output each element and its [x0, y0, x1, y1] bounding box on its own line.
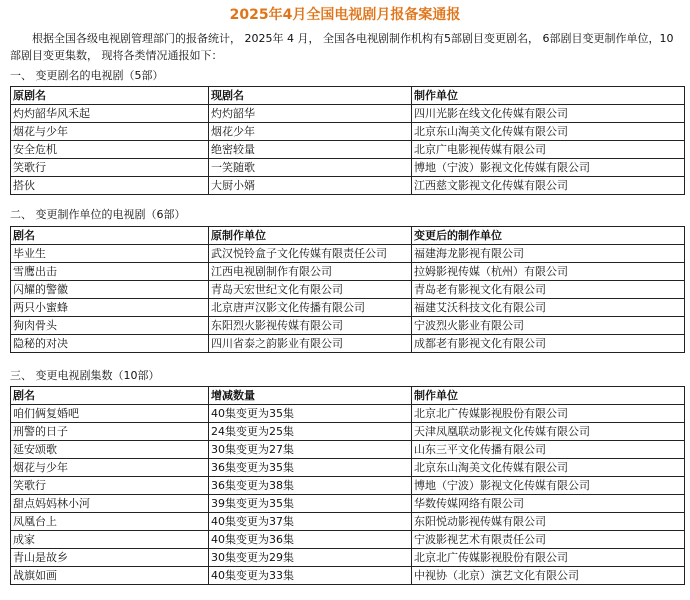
table-cell: 甜点妈妈林小河 — [11, 495, 209, 513]
table-cell: 现剧名 — [209, 87, 412, 105]
table-row — [11, 263, 685, 281]
table-cell: 30集变更为27集 — [209, 441, 412, 459]
episode-change-table — [10, 386, 685, 585]
table-cell: 36集变更为38集 — [209, 477, 412, 495]
section2-heading: 二、 变更制作单位的电视剧（6部） — [10, 208, 186, 221]
table-cell: 四川光影在线文化传媒有限公司 — [412, 105, 685, 123]
table-cell: 北京广电影视传媒有限公司 — [412, 141, 685, 159]
table-cell: 变更后的制作单位 — [412, 227, 685, 245]
table-cell: 青山是故乡 — [11, 549, 209, 567]
table-row — [11, 317, 685, 335]
table-cell: 成家 — [11, 531, 209, 549]
table-cell: 笑歌行 — [11, 159, 209, 177]
table-cell: 一笑随歌 — [209, 159, 412, 177]
table-cell: 搭伙 — [11, 177, 209, 195]
table-cell: 雪鹰出击 — [11, 263, 209, 281]
table-cell: 北京北广传媒影视股份有限公司 — [412, 549, 685, 567]
table-cell: 笑歌行 — [11, 477, 209, 495]
table-row — [11, 459, 685, 477]
table-cell: 延安颂歌 — [11, 441, 209, 459]
table-cell: 原剧名 — [11, 87, 209, 105]
table-cell: 毕业生 — [11, 245, 209, 263]
table-cell: 宁波影视艺术有限责任公司 — [412, 531, 685, 549]
table-cell: 36集变更为35集 — [209, 459, 412, 477]
table-cell: 北京唐声汉影文化传播有限公司 — [209, 299, 412, 317]
table-cell: 东阳悦动影视传媒有限公司 — [412, 513, 685, 531]
table-row — [11, 335, 685, 353]
table-cell: 北京北广传媒影视股份有限公司 — [412, 405, 685, 423]
table-cell: 咱们俩复婚吧 — [11, 405, 209, 423]
table-cell: 闪耀的警徽 — [11, 281, 209, 299]
table-row — [11, 513, 685, 531]
table-cell: 凤凰台上 — [11, 513, 209, 531]
table-cell: 绝密较量 — [209, 141, 412, 159]
table-row — [11, 495, 685, 513]
table-cell: 烟花少年 — [209, 123, 412, 141]
table-cell: 原制作单位 — [209, 227, 412, 245]
table-cell: 灼灼韶华 — [209, 105, 412, 123]
table-cell: 武汉悦铃盒子文化传媒有限责任公司 — [209, 245, 412, 263]
table-row — [11, 105, 685, 123]
table-cell: 成都老有影视文化有限公司 — [412, 335, 685, 353]
table-cell: 制作单位 — [412, 87, 685, 105]
table-cell: 剧名 — [11, 227, 209, 245]
table-cell: 博地（宁波）影视文化传媒有限公司 — [412, 159, 685, 177]
table-cell: 福建艾沃科技文化有限公司 — [412, 299, 685, 317]
table-cell: 烟花与少年 — [11, 459, 209, 477]
table-cell: 灼灼韶华风禾起 — [11, 105, 209, 123]
table-row — [11, 245, 685, 263]
table-cell: 40集变更为35集 — [209, 405, 412, 423]
table-cell: 战旗如画 — [11, 567, 209, 585]
table-row — [11, 299, 685, 317]
table-cell: 安全危机 — [11, 141, 209, 159]
rename-table — [10, 86, 685, 195]
table-cell: 39集变更为35集 — [209, 495, 412, 513]
table-header-row — [11, 227, 685, 245]
table-cell: 24集变更为25集 — [209, 423, 412, 441]
section1-heading: 一、 变更剧名的电视剧（5部） — [10, 69, 164, 82]
table-row — [11, 123, 685, 141]
table-cell: 大厨小婿 — [209, 177, 412, 195]
table-cell: 天津凤凰联动影视文化传媒有限公司 — [412, 423, 685, 441]
table-cell: 刑警的日子 — [11, 423, 209, 441]
table-cell: 江西慈文影视文化传媒有限公司 — [412, 177, 685, 195]
table-row — [11, 531, 685, 549]
table-header-row — [11, 87, 685, 105]
intro-paragraph: 根据全国各级电视剧管理部门的报备统计， 2025年 4 月， 全国各电视剧制作机构有5部剧目变更剧名， 6部剧目变更制作单位，10部剧目变更集数， 现将各类情况通报如下： — [10, 32, 674, 62]
table-cell: 青岛天宏世纪文化有限公司 — [209, 281, 412, 299]
table-row — [11, 477, 685, 495]
table-cell: 拉姆影视传媒（杭州）有限公司 — [412, 263, 685, 281]
table-row — [11, 281, 685, 299]
table-cell: 增减数量 — [209, 387, 412, 405]
table-cell: 北京东山淘美文化传媒有限公司 — [412, 459, 685, 477]
table-cell: 四川省泰之韵影业有限公司 — [209, 335, 412, 353]
table-row — [11, 549, 685, 567]
table-cell: 华数传媒网络有限公司 — [412, 495, 685, 513]
table-cell: 北京东山淘美文化传媒有限公司 — [412, 123, 685, 141]
table-row — [11, 177, 685, 195]
table-row — [11, 141, 685, 159]
table-row — [11, 567, 685, 585]
table-header-row — [11, 387, 685, 405]
table-cell: 40集变更为37集 — [209, 513, 412, 531]
section3-heading: 三、 变更电视剧集数（10部） — [10, 369, 160, 382]
producer-change-table — [10, 226, 685, 353]
table-cell: 剧名 — [11, 387, 209, 405]
table-row — [11, 441, 685, 459]
table-cell: 两只小蜜蜂 — [11, 299, 209, 317]
table-cell: 山东三平文化传播有限公司 — [412, 441, 685, 459]
table-cell: 中视协（北京）演艺文化有限公司 — [412, 567, 685, 585]
table-cell: 博地（宁波）影视文化传媒有限公司 — [412, 477, 685, 495]
table-row — [11, 423, 685, 441]
table-cell: 福建海龙影视有限公司 — [412, 245, 685, 263]
table-cell: 40集变更为36集 — [209, 531, 412, 549]
table-cell: 制作单位 — [412, 387, 685, 405]
table-row — [11, 405, 685, 423]
table-cell: 狗肉骨头 — [11, 317, 209, 335]
table-row — [11, 159, 685, 177]
table-cell: 青岛老有影视文化有限公司 — [412, 281, 685, 299]
table-cell: 烟花与少年 — [11, 123, 209, 141]
table-cell: 30集变更为29集 — [209, 549, 412, 567]
table-cell: 江西电视剧制作有限公司 — [209, 263, 412, 281]
table-cell: 东阳烈火影视传媒有限公司 — [209, 317, 412, 335]
table-cell: 宁波烈火影业有限公司 — [412, 317, 685, 335]
table-cell: 隐秘的对决 — [11, 335, 209, 353]
page-title: 2025年4月全国电视剧月报备案通报 — [229, 7, 461, 23]
table-cell: 40集变更为33集 — [209, 567, 412, 585]
